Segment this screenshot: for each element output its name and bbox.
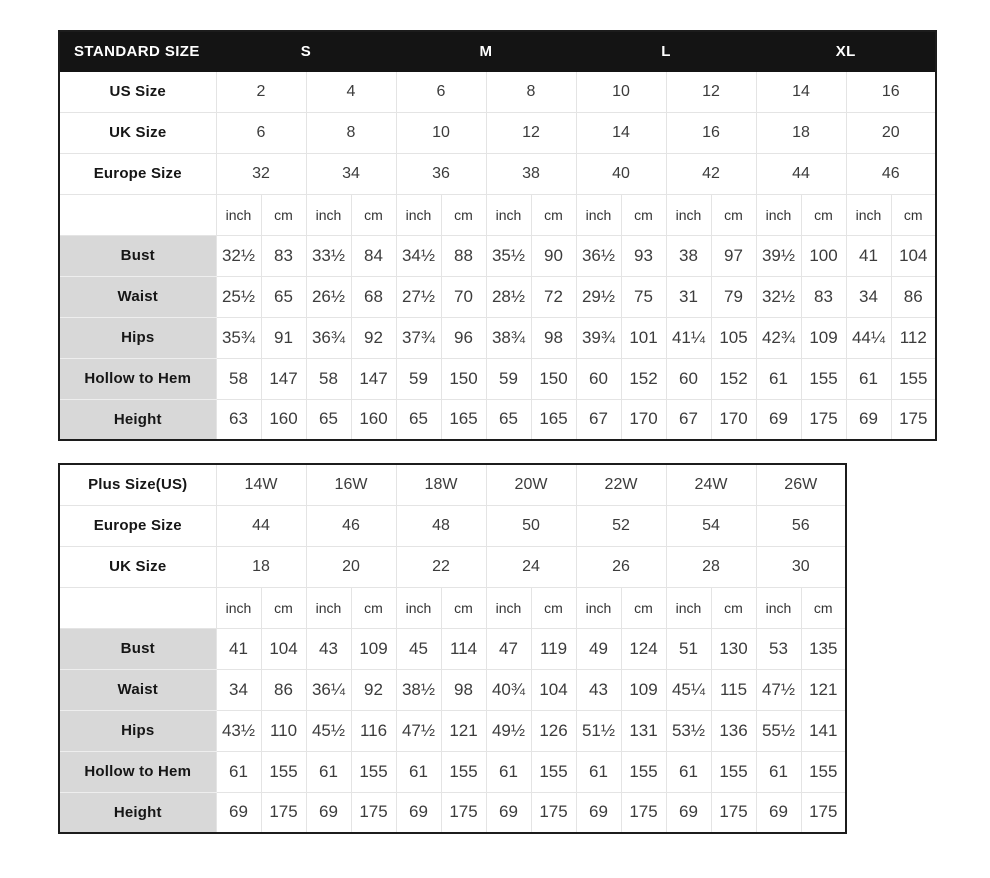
measure-row	[59, 399, 936, 440]
measure-value-cell: 175	[711, 792, 756, 833]
measure-value-cell: 58	[216, 358, 261, 399]
measure-value-cell: 104	[891, 235, 936, 276]
unit-label-cell: cm	[801, 194, 846, 235]
unit-label-cell: cm	[441, 194, 486, 235]
measure-value-cell: 175	[621, 792, 666, 833]
measure-value-cell: 112	[891, 317, 936, 358]
measure-value-cell: 61	[306, 751, 351, 792]
measure-value-cell: 152	[711, 358, 756, 399]
measure-value-cell: 110	[261, 710, 306, 751]
measure-value-cell: 69	[576, 792, 621, 833]
size-value-cell: 16W	[306, 464, 396, 505]
size-value-cell: 14W	[216, 464, 306, 505]
measure-row-label: Height	[59, 792, 216, 833]
measure-value-cell: 29½	[576, 276, 621, 317]
measure-value-cell: 86	[261, 669, 306, 710]
measure-value-cell: 130	[711, 628, 756, 669]
measure-value-cell: 131	[621, 710, 666, 751]
measure-value-cell: 69	[666, 792, 711, 833]
measure-value-cell: 28½	[486, 276, 531, 317]
measure-value-cell: 32½	[216, 235, 261, 276]
measure-value-cell: 155	[801, 358, 846, 399]
size-value-cell: 4	[306, 71, 396, 112]
unit-label-cell: inch	[666, 194, 711, 235]
size-value-cell: 18W	[396, 464, 486, 505]
unit-label-cell: cm	[711, 194, 756, 235]
measure-value-cell: 72	[531, 276, 576, 317]
size-group-header-row	[59, 31, 936, 71]
measure-value-cell: 88	[441, 235, 486, 276]
measure-value-cell: 25½	[216, 276, 261, 317]
unit-label-cell: inch	[306, 587, 351, 628]
unit-row-spacer	[59, 194, 216, 235]
size-value-cell: 48	[396, 505, 486, 546]
unit-label-cell: cm	[351, 194, 396, 235]
measure-value-cell: 61	[576, 751, 621, 792]
size-row	[59, 464, 846, 505]
measure-value-cell: 60	[576, 358, 621, 399]
unit-label-cell: inch	[576, 194, 621, 235]
measure-value-cell: 109	[801, 317, 846, 358]
measure-value-cell: 97	[711, 235, 756, 276]
size-row	[59, 153, 936, 194]
size-value-cell: 20W	[486, 464, 576, 505]
table-title: STANDARD SIZE	[59, 31, 216, 71]
measure-value-cell: 45¼	[666, 669, 711, 710]
measure-row	[59, 669, 846, 710]
measure-row-label: Hips	[59, 317, 216, 358]
unit-label-cell: cm	[261, 587, 306, 628]
measure-value-cell: 160	[351, 399, 396, 440]
size-group-label: S	[216, 31, 396, 71]
unit-label-cell: inch	[396, 194, 441, 235]
measure-value-cell: 135	[801, 628, 846, 669]
size-value-cell: 12	[666, 71, 756, 112]
measure-row	[59, 276, 936, 317]
measure-value-cell: 170	[621, 399, 666, 440]
standard-size-table	[58, 30, 937, 441]
unit-header-row	[59, 194, 936, 235]
size-value-cell: 18	[216, 546, 306, 587]
size-row	[59, 505, 846, 546]
size-value-cell: 52	[576, 505, 666, 546]
measure-value-cell: 104	[261, 628, 306, 669]
measure-row-label: Bust	[59, 235, 216, 276]
size-value-cell: 24W	[666, 464, 756, 505]
unit-label-cell: cm	[441, 587, 486, 628]
measure-value-cell: 42¾	[756, 317, 801, 358]
size-value-cell: 20	[846, 112, 936, 153]
measure-value-cell: 34	[216, 669, 261, 710]
measure-value-cell: 98	[441, 669, 486, 710]
measure-value-cell: 165	[441, 399, 486, 440]
measure-value-cell: 59	[396, 358, 441, 399]
measure-value-cell: 155	[621, 751, 666, 792]
measure-value-cell: 96	[441, 317, 486, 358]
size-value-cell: 56	[756, 505, 846, 546]
measure-value-cell: 109	[621, 669, 666, 710]
measure-value-cell: 33½	[306, 235, 351, 276]
size-value-cell: 6	[216, 112, 306, 153]
size-group-label: M	[396, 31, 576, 71]
measure-value-cell: 121	[441, 710, 486, 751]
measure-value-cell: 45	[396, 628, 441, 669]
measure-value-cell: 155	[891, 358, 936, 399]
measure-value-cell: 67	[576, 399, 621, 440]
size-value-cell: 10	[396, 112, 486, 153]
measure-value-cell: 40¾	[486, 669, 531, 710]
size-row	[59, 71, 936, 112]
measure-value-cell: 150	[531, 358, 576, 399]
measure-value-cell: 101	[621, 317, 666, 358]
measure-value-cell: 58	[306, 358, 351, 399]
measure-value-cell: 35½	[486, 235, 531, 276]
measure-value-cell: 39½	[756, 235, 801, 276]
measure-value-cell: 165	[531, 399, 576, 440]
measure-value-cell: 175	[801, 399, 846, 440]
measure-value-cell: 69	[486, 792, 531, 833]
measure-value-cell: 47½	[756, 669, 801, 710]
plus-size-table	[58, 463, 847, 834]
measure-value-cell: 105	[711, 317, 756, 358]
size-value-cell: 50	[486, 505, 576, 546]
row-label: US Size	[59, 71, 216, 112]
size-value-cell: 16	[666, 112, 756, 153]
measure-value-cell: 61	[216, 751, 261, 792]
size-value-cell: 22W	[576, 464, 666, 505]
measure-value-cell: 155	[531, 751, 576, 792]
measure-value-cell: 36¾	[306, 317, 351, 358]
unit-header-row	[59, 587, 846, 628]
measure-value-cell: 175	[441, 792, 486, 833]
unit-label-cell: inch	[216, 194, 261, 235]
measure-value-cell: 61	[846, 358, 891, 399]
unit-label-cell: cm	[891, 194, 936, 235]
measure-value-cell: 92	[351, 669, 396, 710]
unit-label-cell: cm	[531, 194, 576, 235]
measure-value-cell: 93	[621, 235, 666, 276]
unit-label-cell: cm	[711, 587, 756, 628]
measure-value-cell: 36½	[576, 235, 621, 276]
size-value-cell: 42	[666, 153, 756, 194]
size-value-cell: 2	[216, 71, 306, 112]
size-value-cell: 26W	[756, 464, 846, 505]
measure-value-cell: 61	[396, 751, 441, 792]
measure-value-cell: 47½	[396, 710, 441, 751]
measure-value-cell: 175	[351, 792, 396, 833]
measure-row	[59, 628, 846, 669]
measure-value-cell: 44¼	[846, 317, 891, 358]
measure-value-cell: 32½	[756, 276, 801, 317]
measure-value-cell: 175	[891, 399, 936, 440]
size-value-cell: 32	[216, 153, 306, 194]
unit-label-cell: inch	[486, 194, 531, 235]
measure-value-cell: 55½	[756, 710, 801, 751]
size-value-cell: 22	[396, 546, 486, 587]
measure-value-cell: 136	[711, 710, 756, 751]
measure-value-cell: 60	[666, 358, 711, 399]
size-value-cell: 18	[756, 112, 846, 153]
measure-value-cell: 65	[261, 276, 306, 317]
unit-label-cell: inch	[756, 194, 801, 235]
measure-value-cell: 155	[441, 751, 486, 792]
measure-value-cell: 75	[621, 276, 666, 317]
unit-label-cell: cm	[351, 587, 396, 628]
measure-row	[59, 792, 846, 833]
measure-value-cell: 47	[486, 628, 531, 669]
size-value-cell: 14	[756, 71, 846, 112]
measure-value-cell: 69	[216, 792, 261, 833]
measure-value-cell: 41	[216, 628, 261, 669]
unit-label-cell: inch	[846, 194, 891, 235]
measure-value-cell: 155	[261, 751, 306, 792]
measure-value-cell: 63	[216, 399, 261, 440]
measure-row-label: Bust	[59, 628, 216, 669]
measure-value-cell: 34	[846, 276, 891, 317]
measure-value-cell: 175	[801, 792, 846, 833]
measure-value-cell: 90	[531, 235, 576, 276]
unit-label-cell: inch	[666, 587, 711, 628]
unit-label-cell: inch	[306, 194, 351, 235]
size-value-cell: 54	[666, 505, 756, 546]
size-group-label: L	[576, 31, 756, 71]
measure-value-cell: 53	[756, 628, 801, 669]
measure-value-cell: 61	[756, 358, 801, 399]
measure-value-cell: 27½	[396, 276, 441, 317]
measure-value-cell: 53½	[666, 710, 711, 751]
measure-value-cell: 35¾	[216, 317, 261, 358]
unit-row-spacer	[59, 587, 216, 628]
size-value-cell: 20	[306, 546, 396, 587]
measure-value-cell: 126	[531, 710, 576, 751]
row-label: UK Size	[59, 546, 216, 587]
measure-value-cell: 98	[531, 317, 576, 358]
measure-value-cell: 59	[486, 358, 531, 399]
measure-value-cell: 116	[351, 710, 396, 751]
measure-value-cell: 100	[801, 235, 846, 276]
measure-value-cell: 36¼	[306, 669, 351, 710]
measure-value-cell: 31	[666, 276, 711, 317]
size-value-cell: 16	[846, 71, 936, 112]
size-value-cell: 6	[396, 71, 486, 112]
size-value-cell: 38	[486, 153, 576, 194]
measure-value-cell: 83	[261, 235, 306, 276]
measure-value-cell: 83	[801, 276, 846, 317]
measure-value-cell: 69	[306, 792, 351, 833]
measure-value-cell: 175	[531, 792, 576, 833]
measure-value-cell: 150	[441, 358, 486, 399]
measure-value-cell: 68	[351, 276, 396, 317]
size-value-cell: 40	[576, 153, 666, 194]
unit-label-cell: cm	[261, 194, 306, 235]
measure-value-cell: 61	[486, 751, 531, 792]
measure-value-cell: 155	[351, 751, 396, 792]
size-value-cell: 28	[666, 546, 756, 587]
unit-label-cell: cm	[801, 587, 846, 628]
unit-label-cell: inch	[216, 587, 261, 628]
measure-value-cell: 124	[621, 628, 666, 669]
measure-value-cell: 39¾	[576, 317, 621, 358]
measure-value-cell: 69	[846, 399, 891, 440]
unit-label-cell: cm	[621, 587, 666, 628]
measure-value-cell: 121	[801, 669, 846, 710]
measure-value-cell: 43	[306, 628, 351, 669]
unit-label-cell: inch	[486, 587, 531, 628]
size-value-cell: 46	[846, 153, 936, 194]
measure-value-cell: 109	[351, 628, 396, 669]
measure-value-cell: 155	[801, 751, 846, 792]
measure-value-cell: 170	[711, 399, 756, 440]
measure-row-label: Hips	[59, 710, 216, 751]
size-value-cell: 46	[306, 505, 396, 546]
measure-row	[59, 751, 846, 792]
measure-value-cell: 114	[441, 628, 486, 669]
measure-value-cell: 65	[486, 399, 531, 440]
measure-row-label: Waist	[59, 276, 216, 317]
unit-label-cell: inch	[396, 587, 441, 628]
row-label: Plus Size(US)	[59, 464, 216, 505]
unit-label-cell: cm	[531, 587, 576, 628]
measure-row-label: Height	[59, 399, 216, 440]
unit-label-cell: inch	[576, 587, 621, 628]
measure-value-cell: 67	[666, 399, 711, 440]
unit-label-cell: cm	[621, 194, 666, 235]
size-value-cell: 10	[576, 71, 666, 112]
measure-value-cell: 37¾	[396, 317, 441, 358]
measure-value-cell: 61	[756, 751, 801, 792]
measure-value-cell: 38½	[396, 669, 441, 710]
size-value-cell: 8	[486, 71, 576, 112]
measure-row-label: Waist	[59, 669, 216, 710]
measure-value-cell: 45½	[306, 710, 351, 751]
unit-label-cell: inch	[756, 587, 801, 628]
measure-value-cell: 147	[351, 358, 396, 399]
measure-value-cell: 91	[261, 317, 306, 358]
measure-value-cell: 104	[531, 669, 576, 710]
measure-value-cell: 175	[261, 792, 306, 833]
measure-value-cell: 69	[756, 792, 801, 833]
measure-value-cell: 61	[666, 751, 711, 792]
measure-value-cell: 152	[621, 358, 666, 399]
measure-value-cell: 141	[801, 710, 846, 751]
size-value-cell: 44	[216, 505, 306, 546]
measure-value-cell: 92	[351, 317, 396, 358]
size-row	[59, 112, 936, 153]
measure-value-cell: 34½	[396, 235, 441, 276]
measure-value-cell: 65	[396, 399, 441, 440]
measure-value-cell: 38	[666, 235, 711, 276]
measure-row-label: Hollow to Hem	[59, 358, 216, 399]
size-group-label: XL	[756, 31, 936, 71]
size-row	[59, 546, 846, 587]
measure-value-cell: 65	[306, 399, 351, 440]
measure-value-cell: 26½	[306, 276, 351, 317]
size-value-cell: 26	[576, 546, 666, 587]
size-value-cell: 8	[306, 112, 396, 153]
size-value-cell: 44	[756, 153, 846, 194]
size-value-cell: 30	[756, 546, 846, 587]
measure-value-cell: 86	[891, 276, 936, 317]
measure-value-cell: 43	[576, 669, 621, 710]
measure-value-cell: 69	[756, 399, 801, 440]
measure-value-cell: 79	[711, 276, 756, 317]
row-label: Europe Size	[59, 505, 216, 546]
size-value-cell: 24	[486, 546, 576, 587]
measure-value-cell: 147	[261, 358, 306, 399]
measure-value-cell: 43½	[216, 710, 261, 751]
measure-value-cell: 38¾	[486, 317, 531, 358]
row-label: Europe Size	[59, 153, 216, 194]
size-value-cell: 36	[396, 153, 486, 194]
measure-value-cell: 69	[396, 792, 441, 833]
measure-row	[59, 710, 846, 751]
measure-value-cell: 41	[846, 235, 891, 276]
measure-value-cell: 49½	[486, 710, 531, 751]
measure-row	[59, 358, 936, 399]
measure-value-cell: 84	[351, 235, 396, 276]
measure-value-cell: 115	[711, 669, 756, 710]
size-value-cell: 34	[306, 153, 396, 194]
size-value-cell: 14	[576, 112, 666, 153]
measure-row-label: Hollow to Hem	[59, 751, 216, 792]
size-value-cell: 12	[486, 112, 576, 153]
measure-value-cell: 41¼	[666, 317, 711, 358]
measure-value-cell: 51½	[576, 710, 621, 751]
measure-value-cell: 155	[711, 751, 756, 792]
measure-value-cell: 70	[441, 276, 486, 317]
measure-value-cell: 119	[531, 628, 576, 669]
measure-row	[59, 235, 936, 276]
measure-row	[59, 317, 936, 358]
row-label: UK Size	[59, 112, 216, 153]
measure-value-cell: 160	[261, 399, 306, 440]
measure-value-cell: 51	[666, 628, 711, 669]
measure-value-cell: 49	[576, 628, 621, 669]
